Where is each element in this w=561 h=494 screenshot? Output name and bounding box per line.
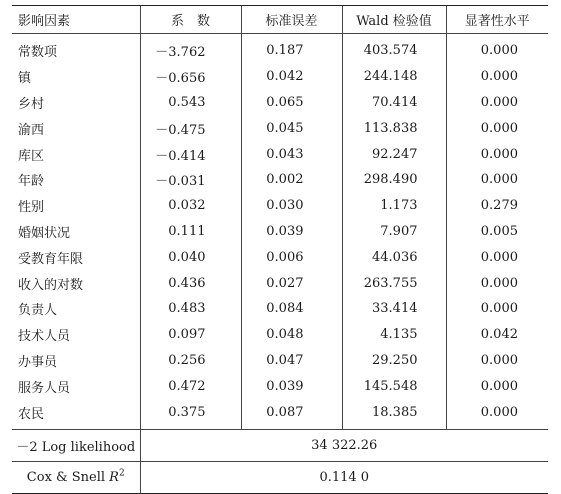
wald-cell: 263.755 xyxy=(342,270,446,296)
table-row xyxy=(12,373,548,399)
wald-cell: 92.247 xyxy=(342,141,446,167)
coefficient-cell: －3.762 xyxy=(140,34,241,64)
table-row xyxy=(12,64,548,90)
table-row xyxy=(12,296,548,322)
table-row xyxy=(12,219,548,245)
cox-snell-row xyxy=(12,461,548,493)
coefficient-cell: －0.656 xyxy=(140,64,241,90)
factor-cell: 年龄 xyxy=(18,174,45,190)
factor-cell: 乡村 xyxy=(18,96,45,112)
factor-cell: 服务人员 xyxy=(18,380,71,396)
regression-results-table xyxy=(12,5,548,494)
coefficient-cell: －0.414 xyxy=(140,141,241,167)
wald-cell: 33.414 xyxy=(342,296,446,322)
standard-error-cell: 0.006 xyxy=(241,244,342,270)
standard-error-cell: 0.087 xyxy=(241,399,342,429)
factor-cell: 库区 xyxy=(18,148,45,164)
header-coefficient: 系 数 xyxy=(140,6,241,34)
standard-error-cell: 0.065 xyxy=(241,90,342,116)
standard-error-cell: 0.002 xyxy=(241,167,342,193)
header-significance: 显著性水平 xyxy=(446,6,548,34)
significance-cell: 0.042 xyxy=(446,322,548,348)
coefficient-cell: 0.436 xyxy=(140,270,241,296)
cox-snell-label-prefix: Cox & Snell xyxy=(26,469,110,485)
table-row xyxy=(12,141,548,167)
table-body xyxy=(12,34,548,430)
factor-cell: 办事员 xyxy=(18,354,58,370)
significance-cell: 0.000 xyxy=(446,34,548,64)
factor-cell: 渝西 xyxy=(18,122,45,138)
coefficient-cell: －0.475 xyxy=(140,115,241,141)
wald-cell: 298.490 xyxy=(342,167,446,193)
coefficient-cell: 0.256 xyxy=(140,348,241,374)
factor-cell: 农民 xyxy=(18,406,45,422)
coefficient-cell: 0.375 xyxy=(140,399,241,429)
significance-cell: 0.000 xyxy=(446,296,548,322)
loglikelihood-row xyxy=(12,429,548,461)
wald-cell: 29.250 xyxy=(342,348,446,374)
factor-cell: 镇 xyxy=(18,71,32,87)
significance-cell: 0.000 xyxy=(446,373,548,399)
table-row xyxy=(12,399,548,429)
significance-cell: 0.000 xyxy=(446,167,548,193)
header-standard-error: 标准误差 xyxy=(241,6,342,34)
cox-snell-label xyxy=(12,461,140,493)
standard-error-cell: 0.187 xyxy=(241,34,342,64)
table-row xyxy=(12,193,548,219)
significance-cell: 0.000 xyxy=(446,90,548,116)
header-row xyxy=(12,6,548,34)
factor-cell: 技术人员 xyxy=(18,329,71,345)
coefficient-cell: －0.031 xyxy=(140,167,241,193)
coefficient-cell: 0.040 xyxy=(140,244,241,270)
standard-error-cell: 0.048 xyxy=(241,322,342,348)
loglikelihood-value: 34 322.26 xyxy=(140,429,548,461)
standard-error-cell: 0.030 xyxy=(241,193,342,219)
factor-cell: 常数项 xyxy=(18,45,58,61)
regression-table-container xyxy=(12,5,548,494)
standard-error-cell: 0.039 xyxy=(241,373,342,399)
standard-error-cell: 0.039 xyxy=(241,219,342,245)
coefficient-cell: 0.032 xyxy=(140,193,241,219)
factor-cell: 受教育年限 xyxy=(18,251,84,267)
coefficient-cell: 0.111 xyxy=(140,219,241,245)
wald-cell: 70.414 xyxy=(342,90,446,116)
table-row xyxy=(12,34,548,64)
cox-snell-label-variable: R xyxy=(109,469,119,485)
wald-cell: 113.838 xyxy=(342,115,446,141)
wald-cell: 44.036 xyxy=(342,244,446,270)
table-row xyxy=(12,115,548,141)
table-row xyxy=(12,348,548,374)
table-row xyxy=(12,167,548,193)
wald-cell: 7.907 xyxy=(342,219,446,245)
factor-cell: 性别 xyxy=(18,200,45,216)
header-wald: Wald 检验值 xyxy=(342,6,446,34)
significance-cell: 0.000 xyxy=(446,115,548,141)
wald-cell: 403.574 xyxy=(342,34,446,64)
table-row xyxy=(12,90,548,116)
standard-error-cell: 0.042 xyxy=(241,64,342,90)
factor-cell: 负责人 xyxy=(18,303,58,319)
standard-error-cell: 0.027 xyxy=(241,270,342,296)
significance-cell: 0.000 xyxy=(446,399,548,429)
significance-cell: 0.000 xyxy=(446,270,548,296)
cox-snell-label-superscript: 2 xyxy=(118,468,125,479)
significance-cell: 0.279 xyxy=(446,193,548,219)
wald-cell: 4.135 xyxy=(342,322,446,348)
coefficient-cell: 0.543 xyxy=(140,90,241,116)
significance-cell: 0.000 xyxy=(446,64,548,90)
significance-cell: 0.000 xyxy=(446,244,548,270)
factor-cell: 婚姻状况 xyxy=(18,225,71,241)
cox-snell-value: 0.114 0 xyxy=(140,461,548,493)
table-row xyxy=(12,322,548,348)
significance-cell: 0.000 xyxy=(446,141,548,167)
standard-error-cell: 0.047 xyxy=(241,348,342,374)
significance-cell: 0.005 xyxy=(446,219,548,245)
loglikelihood-label: －2 Log likelihood xyxy=(12,429,140,461)
standard-error-cell: 0.045 xyxy=(241,115,342,141)
coefficient-cell: 0.472 xyxy=(140,373,241,399)
standard-error-cell: 0.043 xyxy=(241,141,342,167)
wald-cell: 1.173 xyxy=(342,193,446,219)
wald-cell: 244.148 xyxy=(342,64,446,90)
coefficient-cell: 0.097 xyxy=(140,322,241,348)
significance-cell: 0.000 xyxy=(446,348,548,374)
coefficient-cell: 0.483 xyxy=(140,296,241,322)
factor-cell: 收入的对数 xyxy=(18,277,84,293)
wald-cell: 18.385 xyxy=(342,399,446,429)
wald-cell: 145.548 xyxy=(342,373,446,399)
table-row xyxy=(12,270,548,296)
table-row xyxy=(12,244,548,270)
standard-error-cell: 0.084 xyxy=(241,296,342,322)
header-factor: 影响因素 xyxy=(12,6,140,34)
